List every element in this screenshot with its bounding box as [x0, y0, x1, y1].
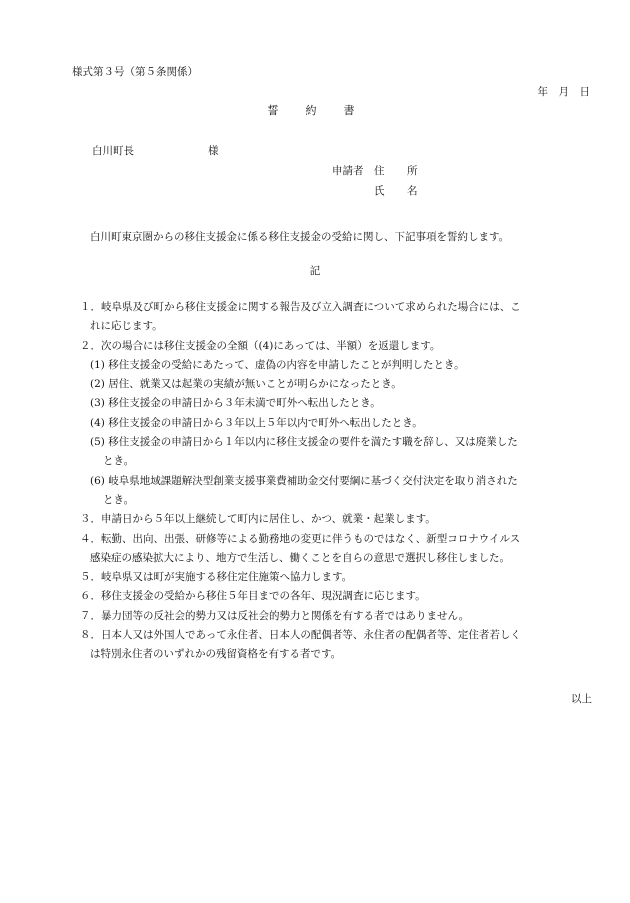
pledge-subitem-2: (2) 居住、就業又は起業の実績が無いことが明らかになったとき。: [90, 378, 402, 391]
intro-statement: 白川町東京圏からの移住支援金に係る移住支援金の受給に関し、下記事項を誓約します。: [90, 231, 510, 243]
pledge-subitem-6-cont: とき。: [103, 493, 135, 506]
addressee-name: 白川町長: [92, 145, 134, 157]
pledge-subitem-3: (3) 移住支援金の申請日から３年未満で町外へ転出したとき。: [90, 397, 381, 410]
addressee: [92, 145, 219, 159]
closing-mark: 以上: [571, 693, 592, 705]
name-label: 氏 名: [374, 185, 424, 197]
address-label: 住 所: [374, 165, 424, 177]
date-line: 年 月 日: [537, 86, 590, 98]
pledge-subitem-5-cont: とき。: [103, 455, 135, 468]
pledge-item-1: １．岐阜県及び町から移住支援金に関する報告及び立入調査について求められた場合には、こ: [80, 301, 521, 313]
pledge-item-7: ７．暴力団等の反社会的勢力又は反社会的勢力と関係を有する者ではありません。: [80, 609, 470, 622]
pledge-subitem-6: (6) 岐阜県地域課題解決型創業支援事業費補助金交付要綱に基づく交付決定を取り消された: [90, 474, 518, 487]
applicant-label: 申請者: [332, 165, 364, 177]
form-number: 様式第３号（第５条関係）: [72, 66, 198, 78]
pledge-items: [80, 301, 594, 668]
applicant-block: [332, 165, 434, 205]
pledge-item-6: ６．移住支援金の受給から移住５年目までの各年、現況調査に応じます。: [80, 590, 426, 603]
pledge-item-8-cont: は特別永住者のいずれかの残留資格を有する者です。: [90, 648, 342, 661]
pledge-item-3: ３．申請日から５年以上継続して町内に居住し、かつ、就業・起業します。: [80, 513, 436, 526]
document-title: 誓 約 書: [267, 104, 363, 117]
pledge-item-1-cont: れに応じます。: [90, 320, 163, 333]
pledge-item-5: ５．岐阜県又は町が実施する移住定住施策へ協力します。: [80, 571, 353, 584]
pledge-subitem-1: (1) 移住支援金の受給にあたって、虚偽の内容を申請したことが判明したとき。: [90, 358, 465, 371]
pledge-item-8: ８．日本人又は外国人であって永住者、日本人の配偶者等、永住者の配偶者等、定住者若しく: [80, 629, 521, 642]
pledge-item-4: ４．転勤、出向、出張、研修等による勤務地の変更に伴うものではなく、新型コロナウイルス: [80, 532, 521, 545]
ki-heading: 記: [309, 265, 321, 277]
addressee-honorific: 様: [208, 145, 219, 157]
pledge-subitem-4: (4) 移住支援金の申請日から３年以上５年以内で町外へ転出したとき。: [90, 416, 423, 429]
pledge-item-2: ２．次の場合には移住支援金の全額（(4)にあっては、半額）を返還します。: [80, 339, 441, 352]
pledge-item-4-cont: 感染症の感染拡大により、地方で生活し、働くことを自らの意思で選択し移住しました。: [90, 551, 510, 564]
pledge-subitem-5: (5) 移住支援金の申請日から１年以内に移住支援金の要件を満たす職を辞し、又は廃業した: [90, 436, 518, 449]
